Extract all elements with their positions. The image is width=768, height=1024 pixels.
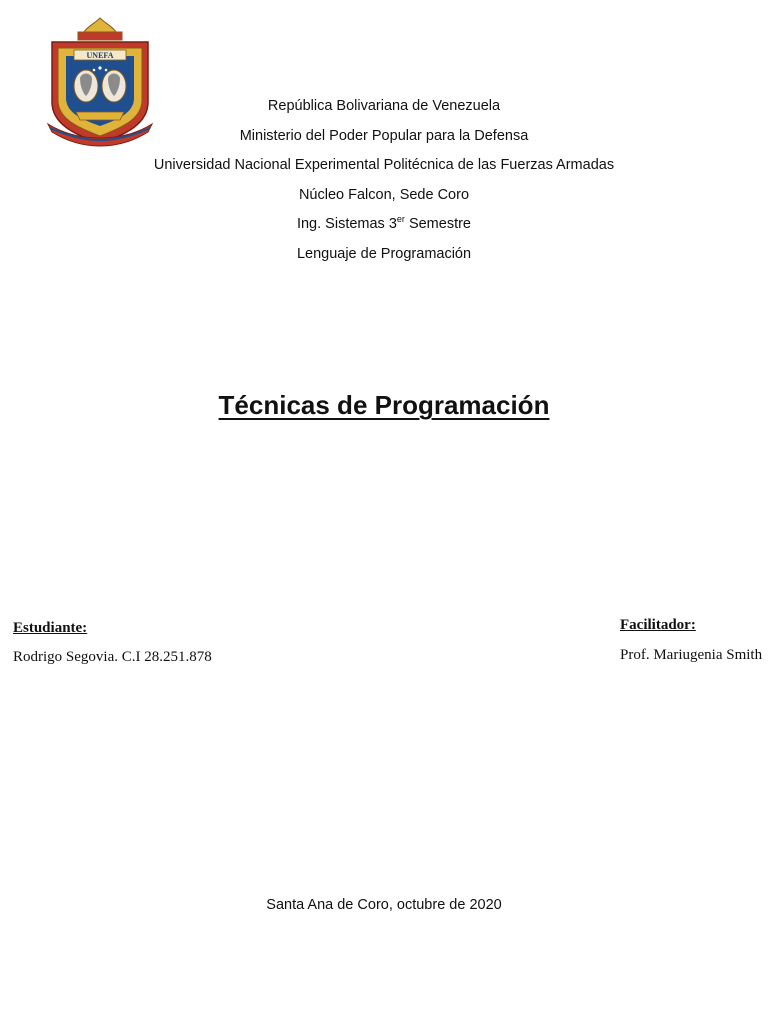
header-campus: Núcleo Falcon, Sede Coro (298, 186, 470, 203)
document-title: Técnicas de Programación (218, 390, 550, 420)
header-university: Universidad Nacional Experimental Politécnica de las Fuerzas Armadas (153, 157, 615, 174)
header-program-ordinal: er (396, 213, 405, 224)
header-country: República Bolivariana de Venezuela (267, 98, 501, 114)
student-name: Rodrigo Segovia. C.I 28.251.878 (13, 649, 212, 665)
header-program-prefix: Ing. Sistemas 3 (296, 216, 397, 233)
header-program-suffix: Semestre (404, 216, 472, 233)
place-date: Santa Ana de Coro, octubre de 2020 (266, 897, 502, 913)
student-label: Estudiante: (13, 620, 88, 636)
logo-acronym: UNEFA (86, 51, 114, 60)
header-program (0, 210, 768, 240)
header-ministry: Ministerio del Poder Popular para la Defensa (239, 127, 529, 144)
facilitator-name: Prof. Mariugenia Smith (620, 647, 763, 663)
institution-header (0, 92, 768, 270)
facilitator-label: Facilitador: (620, 617, 696, 633)
header-course: Lenguaje de Programación (296, 245, 472, 262)
